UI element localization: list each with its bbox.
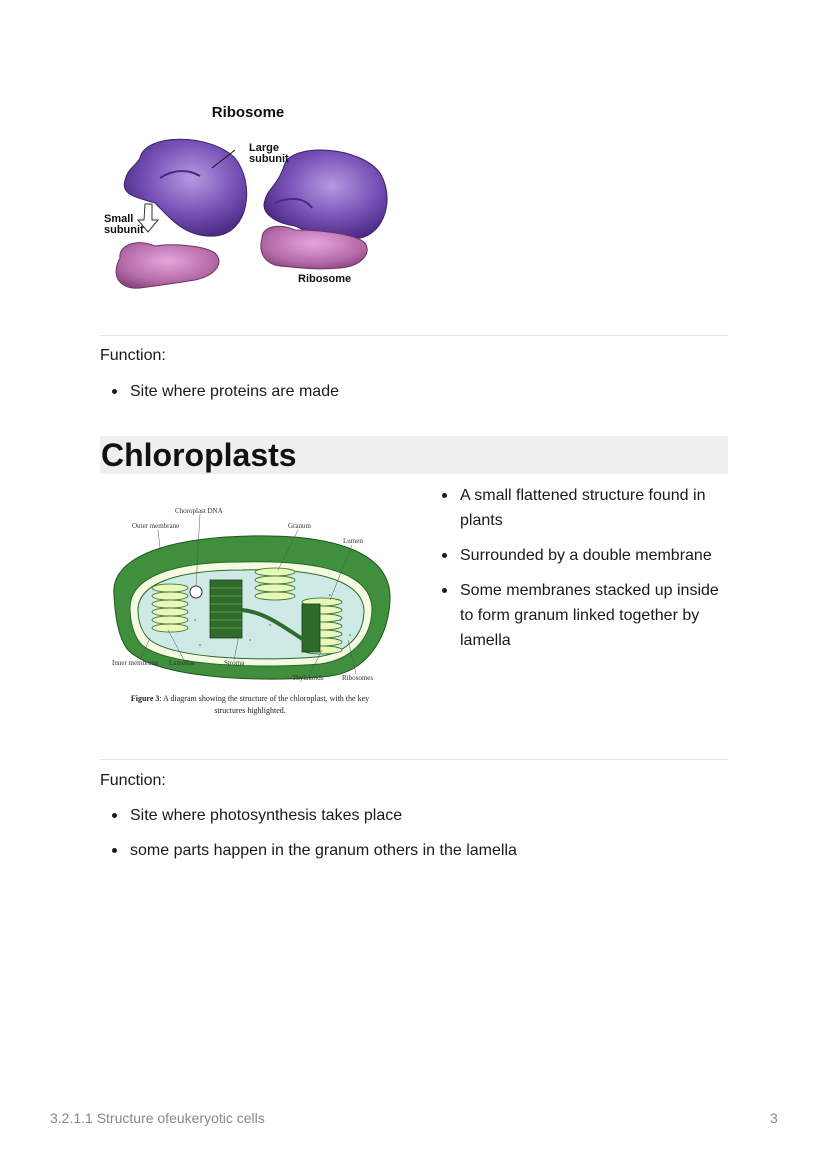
label-ribosome: Ribosome bbox=[298, 273, 352, 285]
chloroplast-dna bbox=[190, 586, 202, 598]
label-large-2: subunit bbox=[249, 153, 289, 165]
footer-title: 3.2.1.1 Structure ofeukeryotic cells bbox=[50, 1110, 265, 1126]
divider bbox=[100, 335, 728, 336]
ribosome-illustration bbox=[100, 98, 400, 298]
label-large-1: Large bbox=[249, 142, 279, 154]
label-small-1: Small bbox=[104, 213, 134, 225]
list-item: Surrounded by a double membrane bbox=[440, 543, 730, 568]
list-item: some parts happen in the granum others in the lamella bbox=[100, 838, 728, 863]
figure-caption-line1 bbox=[131, 694, 369, 703]
label-outer-membrane: Outer membrane bbox=[132, 522, 180, 530]
label-stroma: Stroma bbox=[224, 659, 245, 667]
small-subunit-left bbox=[116, 243, 219, 288]
ribosome-function-list bbox=[100, 379, 728, 414]
chloroplast-description-list bbox=[440, 483, 730, 663]
figure-caption-line2: structures highlighted. bbox=[214, 706, 286, 715]
list-item: Some membranes stacked up inside to form granum linked together by lamella bbox=[440, 578, 730, 653]
list-item: A small flattened structure found in plants bbox=[440, 483, 730, 533]
label-chloroplast-dna: Choroplast DNA bbox=[175, 507, 223, 515]
list-item: Site where photosynthesis takes place bbox=[100, 803, 728, 828]
page-number: 3 bbox=[770, 1110, 778, 1126]
divider bbox=[100, 759, 728, 760]
ribosome-function-label: Function: bbox=[100, 347, 166, 364]
chloroplast-function-list bbox=[100, 803, 728, 873]
chloroplast-function-label: Function: bbox=[100, 772, 166, 789]
section-heading-chloroplasts: Chloroplasts bbox=[100, 436, 728, 474]
caption-bold: Figure 3 bbox=[130, 694, 160, 703]
label-thylakoids: Thylakoids bbox=[292, 674, 324, 682]
label-small-2: subunit bbox=[104, 224, 144, 236]
ribosome-figure-title: Ribosome bbox=[211, 104, 285, 121]
label-inner-membrane: Inner membrane bbox=[112, 659, 159, 667]
chloroplast-figure bbox=[100, 500, 400, 725]
list-item: Site where proteins are made bbox=[100, 379, 728, 404]
chloroplast-diagram bbox=[100, 500, 400, 725]
ribosome-figure bbox=[100, 98, 400, 298]
granum-dark bbox=[210, 580, 242, 638]
label-lamellae: Lamellae bbox=[169, 659, 196, 667]
label-ribosomes: Ribosomes bbox=[342, 674, 374, 682]
label-lumen: Lumen bbox=[343, 537, 363, 545]
label-granum: Granum bbox=[288, 522, 311, 530]
caption-rest: : A diagram showing the structure of the chloroplast, with the key bbox=[159, 694, 370, 703]
